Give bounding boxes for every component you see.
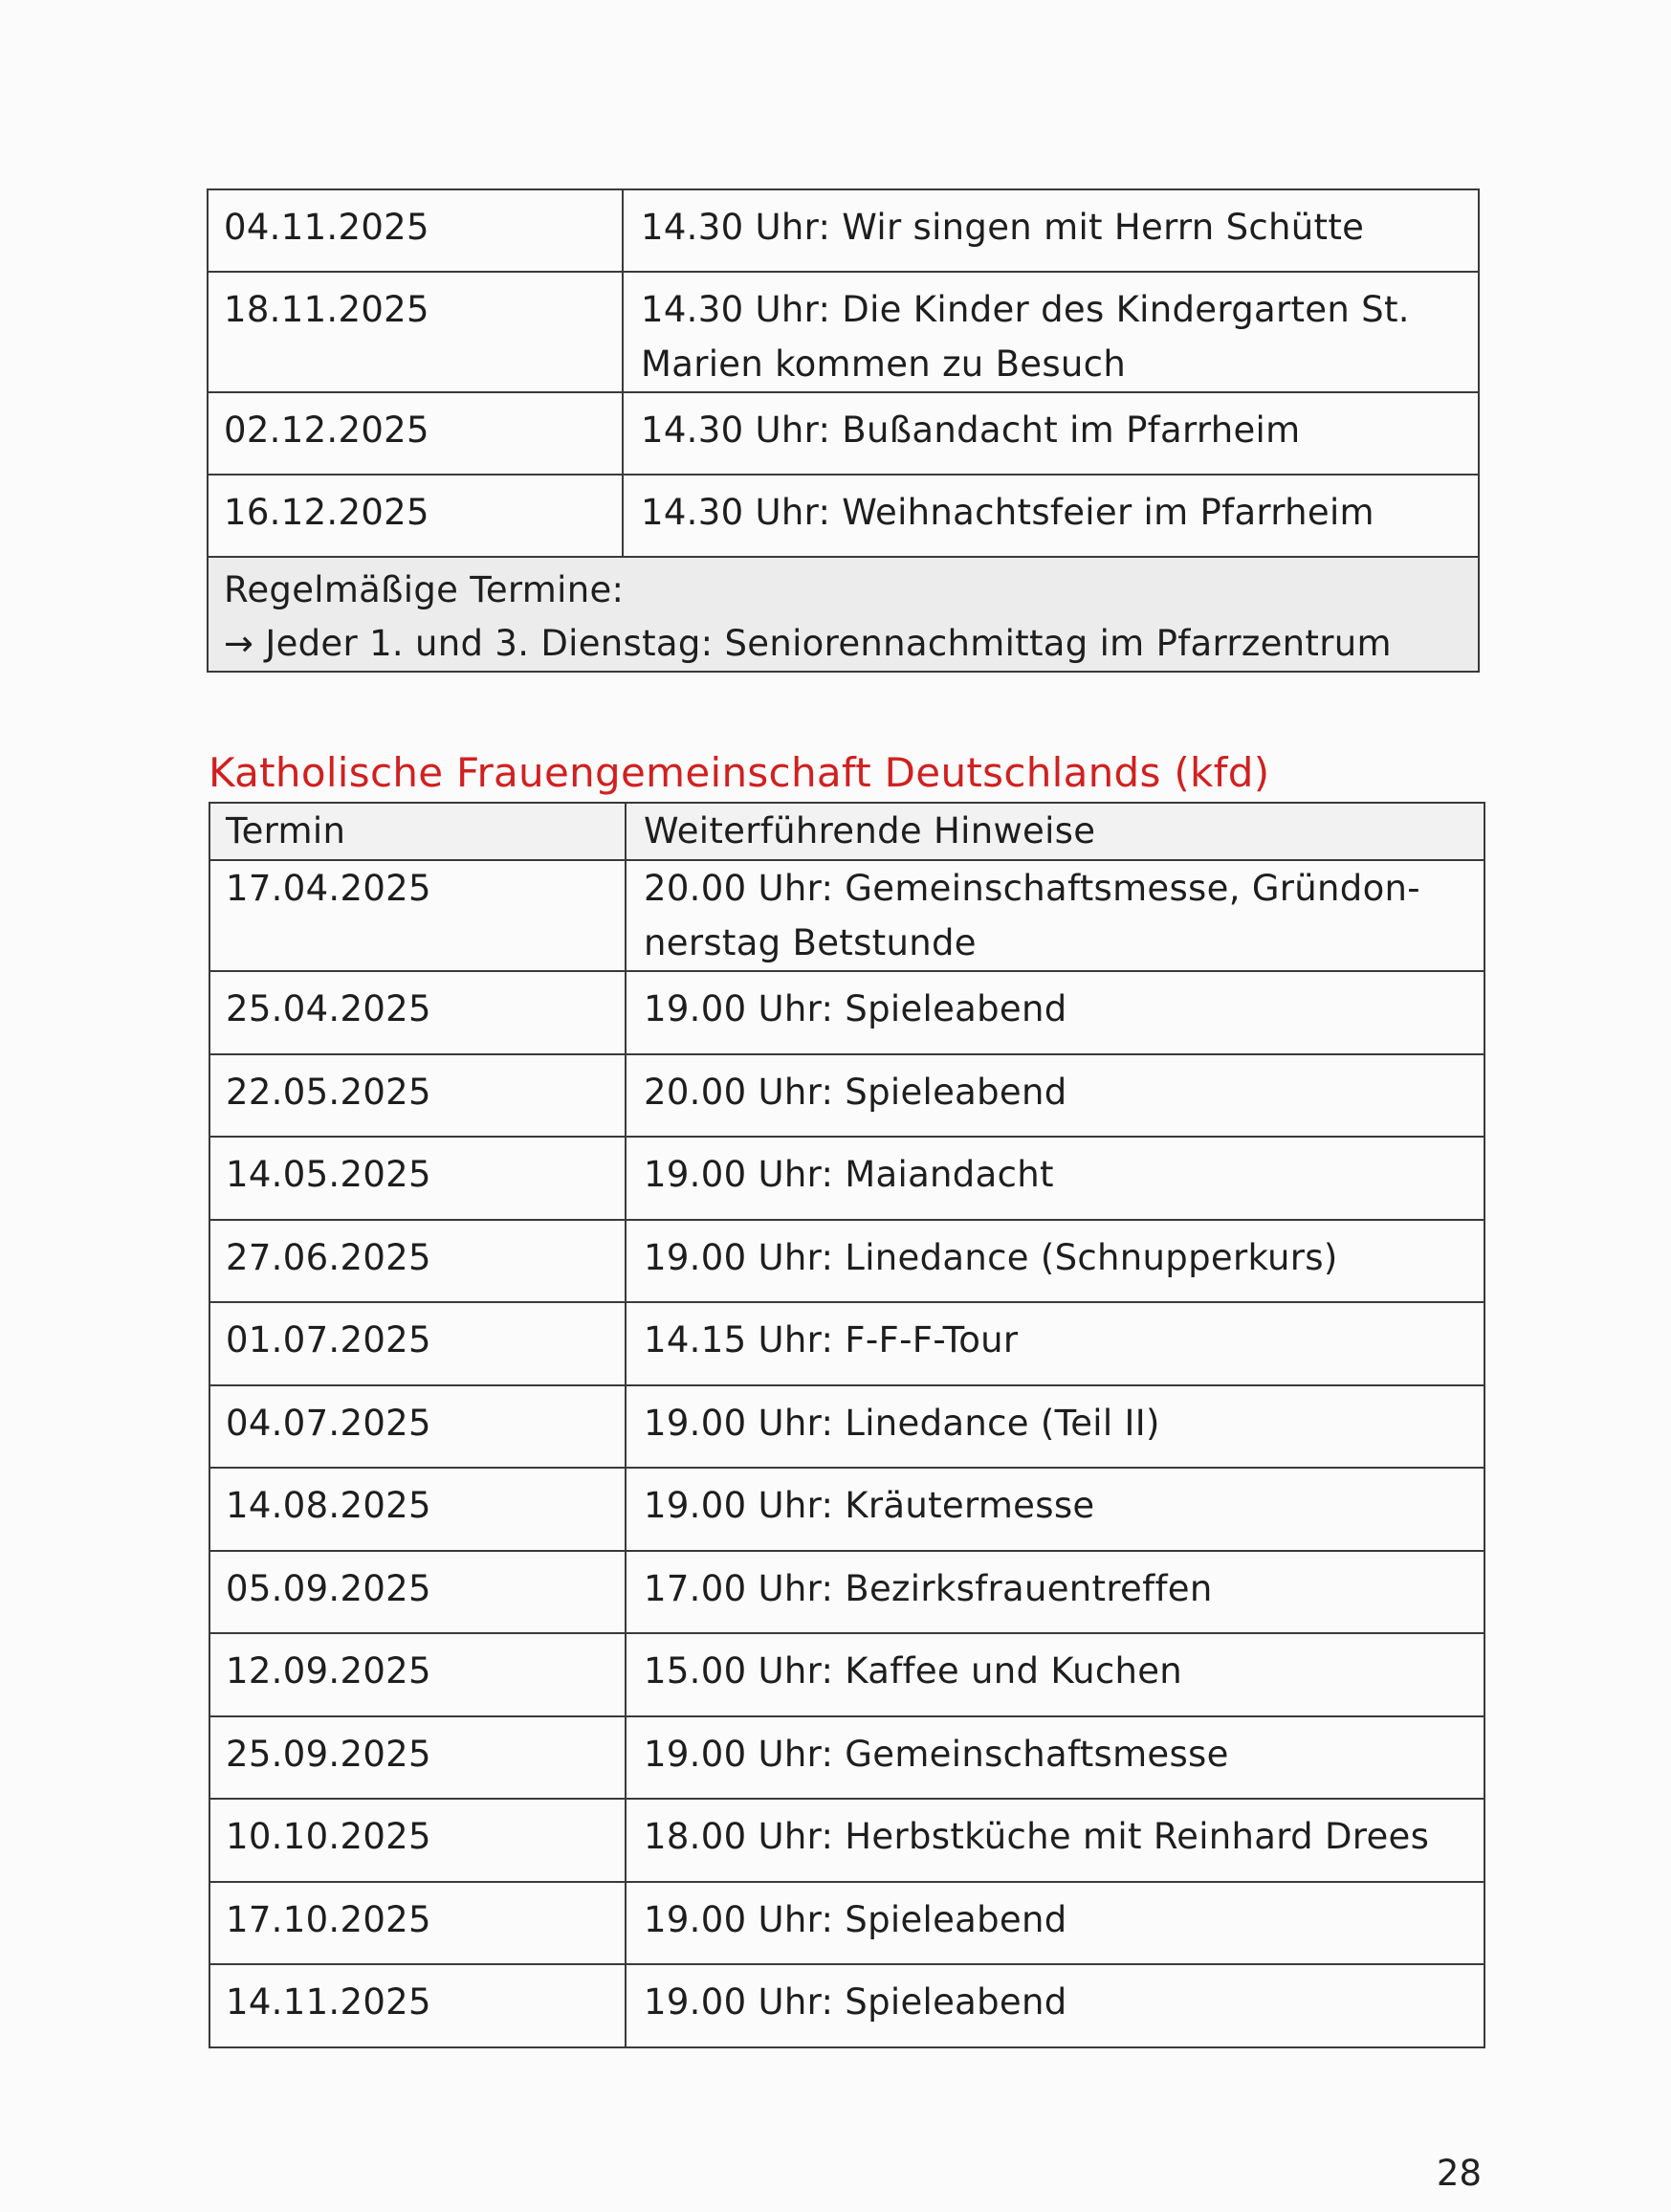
event-cell: 19.00 Uhr: Linedance (Teil II) [626, 1385, 1484, 1469]
regular-dates-text: Jeder 1. und 3. Dienstag: Seniorennachmittag im Pfarrzentrum [265, 623, 1392, 664]
date-cell: 14.11.2025 [209, 1964, 626, 2047]
table-row [209, 1054, 1484, 1138]
kfd-heading: Katholische Frauengemeinschaft Deutschlands (kfd) [209, 749, 1270, 796]
table-row [209, 1137, 1484, 1220]
column-header-info: Weiterführende Hinweise [626, 803, 1484, 860]
table-row [209, 1633, 1484, 1716]
table-row [209, 1551, 1484, 1634]
event-cell: 19.00 Uhr: Spieleabend [626, 1882, 1484, 1965]
event-cell: 19.00 Uhr: Maiandacht [626, 1137, 1484, 1220]
table-row [208, 189, 1479, 272]
event-cell: 14.30 Uhr: Weihnachtsfeier im Pfarrheim [623, 475, 1479, 557]
senioren-schedule-table [207, 188, 1480, 673]
event-cell: 15.00 Uhr: Kaffee und Kuchen [626, 1633, 1484, 1716]
date-cell: 14.05.2025 [209, 1137, 626, 1220]
table-row [209, 1220, 1484, 1303]
regular-dates-line [224, 617, 1478, 671]
arrow-right-icon: → [224, 623, 254, 664]
date-cell: 22.05.2025 [209, 1054, 626, 1138]
event-cell: 20.00 Uhr: Gemeinschaftsmesse, Gründon- nerstag Betstunde [626, 860, 1484, 971]
date-cell: 16.12.2025 [208, 475, 623, 557]
date-cell: 14.08.2025 [209, 1468, 626, 1551]
event-cell: 19.00 Uhr: Linedance (Schnupperkurs) [626, 1220, 1484, 1303]
regular-dates-row [208, 557, 1479, 672]
event-cell: 19.00 Uhr: Kräutermesse [626, 1468, 1484, 1551]
table-row [209, 1468, 1484, 1551]
event-cell: 14.30 Uhr: Wir singen mit Herrn Schütte [623, 189, 1479, 272]
date-cell: 25.09.2025 [209, 1716, 626, 1800]
table-row [209, 1964, 1484, 2047]
date-cell: 05.09.2025 [209, 1551, 626, 1634]
event-cell: 14.30 Uhr: Bußandacht im Pfarrheim [623, 392, 1479, 475]
table-row [209, 971, 1484, 1054]
date-cell: 25.04.2025 [209, 971, 626, 1054]
date-cell: 17.04.2025 [209, 860, 626, 971]
date-cell: 02.12.2025 [208, 392, 623, 475]
event-cell: 19.00 Uhr: Gemeinschaftsmesse [626, 1716, 1484, 1800]
date-cell: 10.10.2025 [209, 1799, 626, 1882]
table-row [208, 392, 1479, 475]
date-cell: 27.06.2025 [209, 1220, 626, 1303]
table-row [209, 1799, 1484, 1882]
event-cell: 18.00 Uhr: Herbstküche mit Reinhard Drees [626, 1799, 1484, 1882]
table-row [209, 1385, 1484, 1469]
regular-dates-cell [208, 557, 1479, 672]
column-header-date: Termin [209, 803, 626, 860]
date-cell: 12.09.2025 [209, 1633, 626, 1716]
event-cell: 14.15 Uhr: F-F-F-Tour [626, 1302, 1484, 1385]
table-row [208, 272, 1479, 392]
table-row [209, 1882, 1484, 1965]
event-cell: 20.00 Uhr: Spieleabend [626, 1054, 1484, 1138]
table-row [208, 475, 1479, 557]
regular-dates-title: Regelmäßige Termine: [224, 569, 625, 610]
event-cell: 17.00 Uhr: Bezirksfrauentreffen [626, 1551, 1484, 1634]
date-cell: 18.11.2025 [208, 272, 623, 392]
event-cell: 19.00 Uhr: Spieleabend [626, 1964, 1484, 2047]
date-cell: 04.07.2025 [209, 1385, 626, 1469]
kfd-schedule-table [209, 802, 1485, 2048]
event-cell: 14.30 Uhr: Die Kinder des Kindergarten St. Marien kommen zu Besuch [623, 272, 1479, 392]
table-header-row [209, 803, 1484, 860]
table-row [209, 1302, 1484, 1385]
table-row [209, 1716, 1484, 1800]
table-row [209, 860, 1484, 971]
date-cell: 01.07.2025 [209, 1302, 626, 1385]
date-cell: 04.11.2025 [208, 189, 623, 272]
date-cell: 17.10.2025 [209, 1882, 626, 1965]
page-number: 28 [1436, 2153, 1482, 2194]
event-cell: 19.00 Uhr: Spieleabend [626, 971, 1484, 1054]
